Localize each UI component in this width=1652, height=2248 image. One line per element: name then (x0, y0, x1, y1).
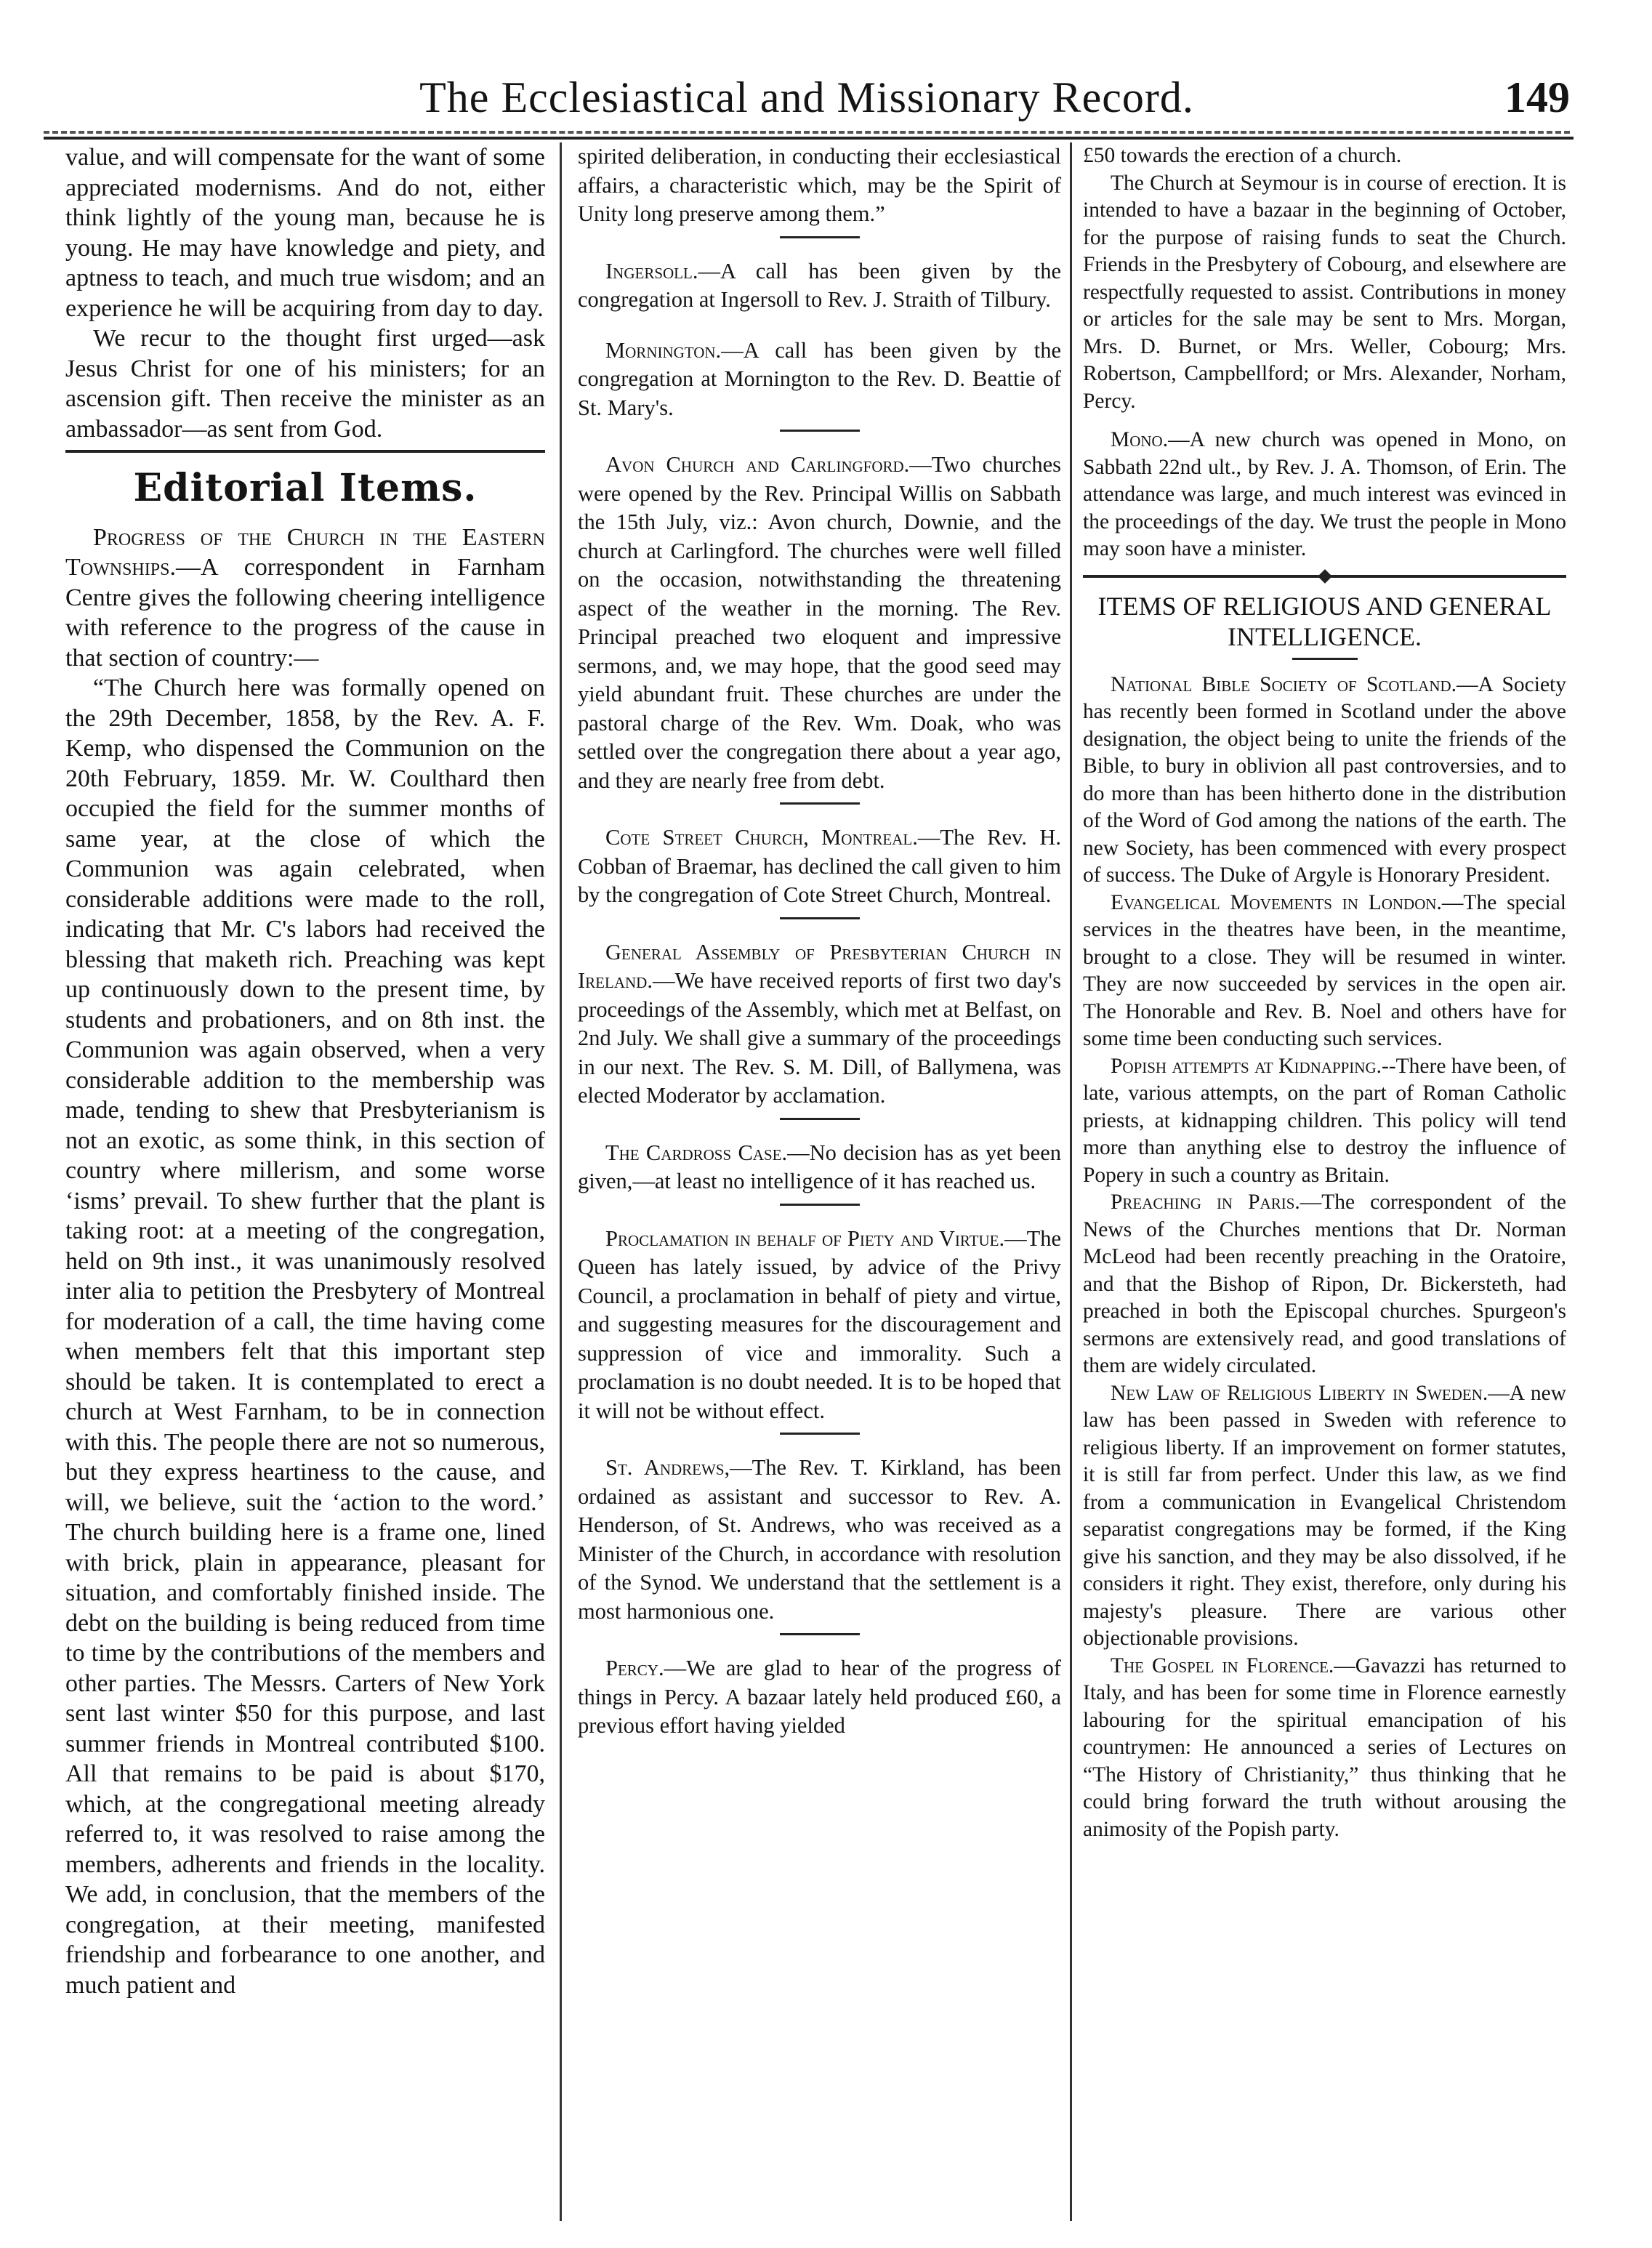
article-heading: Popish attempts at Kidnapping. (1111, 1054, 1382, 1078)
separator-rule (780, 430, 860, 432)
column-divider-2 (1070, 142, 1072, 2221)
separator-rule (780, 236, 860, 238)
article-text: —We have received reports of first two day's proceedings of the Assembly, which met at Belfast, on 2nd July. We shall give a summary of the proceedings in our next. The Rev. S. M. Dill, of Ballymena, was elected Moderator by acclamation. (578, 968, 1061, 1108)
article-st-andrews (578, 1454, 1061, 1626)
article-progress-eastern-townships (65, 523, 545, 674)
article-heading: Cote Street Church, Montreal. (605, 825, 918, 850)
article-cote-street (578, 823, 1061, 910)
article-heading: New Law of Religious Liberty in Sweden. (1111, 1381, 1488, 1405)
article-text: —The correspondent of the News of the Churches mentions that Dr. Norman McLeod had been recently preaching in the Oratoire, and that the Bishop of Ripon, Dr. Bickersteth, had preached in both the Episcopal churches. Spurgeon's sermons are extensively read, and good translations of them are widely circulated. (1083, 1191, 1566, 1377)
article-text: —Gavazzi has returned to Italy, and has been for some time in Florence earnestly labouring for the spiritual emancipation of his countrymen: He announced a series of Lectures on “The History of Christianity,” thus thinking that he could bring forward the truth without arousing the animosity of the Popish party. (1083, 1653, 1566, 1841)
separator-rule (780, 1633, 860, 1635)
paragraph: We recur to the thought first urged—ask Jesus Christ for one of his ministers; for an ascension gift. Then receive the minister as an ambassador—as sent from God. (65, 325, 545, 443)
article-heading: The Cardross Case. (605, 1140, 788, 1165)
header-rule (44, 137, 1574, 140)
header-dashed-rule (44, 131, 1570, 134)
separator-rule (780, 1433, 860, 1435)
article-evangelical-movements (1083, 890, 1566, 1053)
section-title-editorial-items: Editorial Items. (133, 466, 478, 510)
article-sweden (1083, 1380, 1566, 1653)
article-heading: General Assembly of Presbyterian Church in Ireland. (578, 939, 1061, 993)
separator-rule (780, 917, 860, 919)
article-mono (1083, 427, 1566, 563)
column-3 (1083, 142, 1566, 1843)
paragraph: £50 towards the erection of a church. (1083, 144, 1402, 167)
article-heading: Percy. (605, 1656, 664, 1680)
separator-rule (780, 802, 860, 805)
article-heading: Proclamation in behalf of Piety and Virtue. (605, 1225, 1005, 1251)
article-heading: National Bible Society of Scotland. (1111, 672, 1457, 696)
separator-rule (1292, 658, 1358, 660)
article-text: —The special services in the theatres have been, in the meantime, brought to a close. They will be resumed in winter. They are now succeeded by services in the open air. The Honorable and Rev. B. Noel and others have for some time been conducting such services. (1083, 890, 1566, 1050)
article-text: —Two churches were opened by the Rev. Principal Willis on Sabbath the 15th July, viz.: Avon church, Downie, and the church at Carlingford. The churches were well filled on the occasion, notwithstanding the threatening aspect of the weather in the morning. The Rev. Principal preached two eloquent and impressive sermons, and, we may hope, that the good seed may yield abundant fruit. These churches are under the pastoral charge of the Rev. Wm. Doak, who was settled over the congregation there about a year ago, and they are nearly free from debt. (578, 452, 1061, 793)
article-text: —The Rev. H. Cobban of Braemar, has declined the call given to him by the congregation of Cote Street Church, Montreal. (578, 825, 1061, 907)
article-heading: Mono. (1111, 428, 1169, 451)
article-text: —No decision has as yet been given,—at least no intelligence of it has reached us. (578, 1140, 1061, 1193)
column-divider-1 (560, 142, 562, 2221)
article-text: --There have been, of late, various attempts, on the part of Roman Catholic priests, at kidnapping children. This policy will tend more than anything else to destroy the influence of Popery in such a country as Britain. (1083, 1054, 1566, 1187)
article-text: —A new church was opened in Mono, on Sabbath 22nd ult., by Rev. J. A. Thomson, of Erin. The attendance was large, and much interest was evinced in the proceedings of the day. We trust the people in Mono may soon have a minister. (1083, 428, 1566, 560)
article-bible-society (1083, 672, 1566, 890)
article-avon-church (578, 451, 1061, 795)
article-text: —A Society has recently been formed in Scotland under the above designation, the object being to unite the friends of the Bible, to bury in oblivion all past controversies, and to do more than has been hitherto done in the distribution of the Word of God among the nations of the earth. The new Society, has been commenced with every prospect of success. The Duke of Argyle is Honorary President. (1083, 672, 1566, 887)
separator-rule (780, 1118, 860, 1120)
article-proclamation (578, 1225, 1061, 1426)
article-heading: Mornington. (605, 337, 722, 363)
column-1 (65, 142, 545, 2000)
article-heading: St. Andrews, (605, 1455, 730, 1480)
article-text: —A correspondent in Farnham Centre gives the following cheering intelligence with reference to the progress of the cause in that section of country:— (65, 554, 545, 672)
article-mornington (578, 337, 1061, 423)
article-heading: Progress of the Church in the Eastern Townships. (65, 523, 545, 581)
article-heading: Evangelical Movements in London. (1111, 890, 1442, 914)
article-text: —The Rev. T. Kirkland, has been ordained as assistant and successor to Rev. A. Henderson, of St. Andrews, who was received as a Minister of the Church, in accordance with resolution of the Synod. We understand that the settlement is a most harmonious one. (578, 1455, 1061, 1624)
article-preaching-paris (1083, 1189, 1566, 1380)
page-header (44, 44, 1570, 124)
ornamental-rule (1083, 575, 1566, 578)
paragraph: value, and will compensate for the want of some appreciated modernisms. And do not, either think lightly of the young man, because he is young. He may have knowledge and piety, and aptness to teach, and much true wisdom; and an experience he will be acquiring from day to day. (65, 144, 545, 322)
article-percy (578, 1654, 1061, 1741)
column-2 (578, 142, 1061, 1741)
separator-rule (780, 1204, 860, 1206)
article-text: —A call has been given by the congregation at Mornington to the Rev. D. Beattie of St. Mary's. (578, 337, 1061, 420)
article-text: —The Queen has lately issued, by advice of the Privy Council, a proclamation in behalf of piety and virtue, and suggesting measures for the discouragement and suppression of vice and immorality. Such a proclamation is no doubt needed. It is to be hoped that it will not be without effect. (578, 1225, 1061, 1423)
article-heading: Avon Church and Carlingford. (605, 452, 910, 477)
page-number: 149 (1504, 73, 1570, 121)
running-title: The Ecclesiastical and Missionary Record. (419, 73, 1194, 121)
paragraph-seymour: The Church at Seymour is in course of erection. It is intended to have a bazaar in the beginning of October, for the purpose of raising funds to seat the Church. Friends in the Presbytery of Cobourg, and elsewhere are respectfully requested to assist. Contributions in money or articles for the sale may be sent to Mrs. Morgan, Mrs. D. Burnet, or Mrs. Weller, Cobourg; Mrs. Robertson, Campbellford; or Mrs. Alexander, Norham, Percy. (1083, 171, 1566, 413)
section-title-religious-intelligence: ITEMS OF RELIGIOUS AND GENERAL INTELLIGENCE. (1097, 591, 1552, 651)
article-text: —We are glad to hear of the progress of things in Percy. A bazaar lately held produced £60, a previous effort having yielded (578, 1656, 1061, 1738)
article-heading: The Gospel in Florence. (1111, 1653, 1334, 1677)
article-text: —A new law has been passed in Sweden with reference to religious liberty. If an improvement on former statutes, it is still far from perfect. Under this law, as we find from a communication in Evangelical Christendom separatist congregations may be formed, if the King give his sanction, and they may be also dissolved, if he considers it right. They exist, therefore, only during his majesty's pleasure. There are various other objectionable provisions. (1083, 1381, 1566, 1650)
article-florence (1083, 1653, 1566, 1844)
paragraph: spirited deliberation, in conducting their ecclesiastical affairs, a characteristic which, may be the Spirit of Unity long preserve among them.” (578, 144, 1061, 226)
article-kidnapping (1083, 1053, 1566, 1190)
section-rule (65, 450, 545, 453)
article-ingersoll (578, 257, 1061, 315)
article-heading: Preaching in Paris. (1111, 1191, 1300, 1214)
article-general-assembly (578, 938, 1061, 1111)
article-quote: “The Church here was formally opened on the 29th December, 1858, by the Rev. A. F. Kemp, who dispensed the Communion on the 20th February, 1859. Mr. W. Coulthard then occupied the field for the summer months of same year, at the close of which the Communion was again celebrated, when considerable additions were made to the roll, indicating that Mr. C's labors had received the blessing that maketh rich. Preaching was kept up continuously down to the present time, by students and probationers, and on 8th inst. the Communion was again observed, when a very considerable addition to the membership was made, tending to shew that Presbyterianism is not an exotic, as some think, in this section of country where millerism, and some worse ‘isms’ prevail. To shew further that the plant is taking root: at a meeting of the congregation, held on 9th inst., it was unanimously resolved inter alia to petition the Presbytery of Montreal for moderation of a call, the time having come when members felt that this important step should be taken. It is contemplated to erect a church at West Farnham, to be in connection with this. The people there are not so numerous, but they express heartiness to the cause, and will, we believe, suit the ‘action to the word.’ The church building here is a frame one, lined with brick, plain in appearance, pleasant for situation, and comfortably finished inside. The debt on the building is being reduced from time to time by the contributions of the members and other parties. The Messrs. Carters of New York sent last winter $50 for this purpose, and last summer friends in Montreal contributed $100. All that remains to be paid is about $170, which, at the congregational meeting already referred to, it was resolved to raise among the members, adherents and friends in the locality. We add, in conclusion, that the members of the congregation, at their meeting, manifested friendship and forbearance to one another, and much patient and (65, 674, 545, 1999)
article-text: —A call has been given by the congregation at Ingersoll to Rev. J. Straith of Tilbury. (578, 258, 1061, 312)
article-heading: Ingersoll. (605, 258, 698, 283)
article-cardross-case (578, 1139, 1061, 1196)
